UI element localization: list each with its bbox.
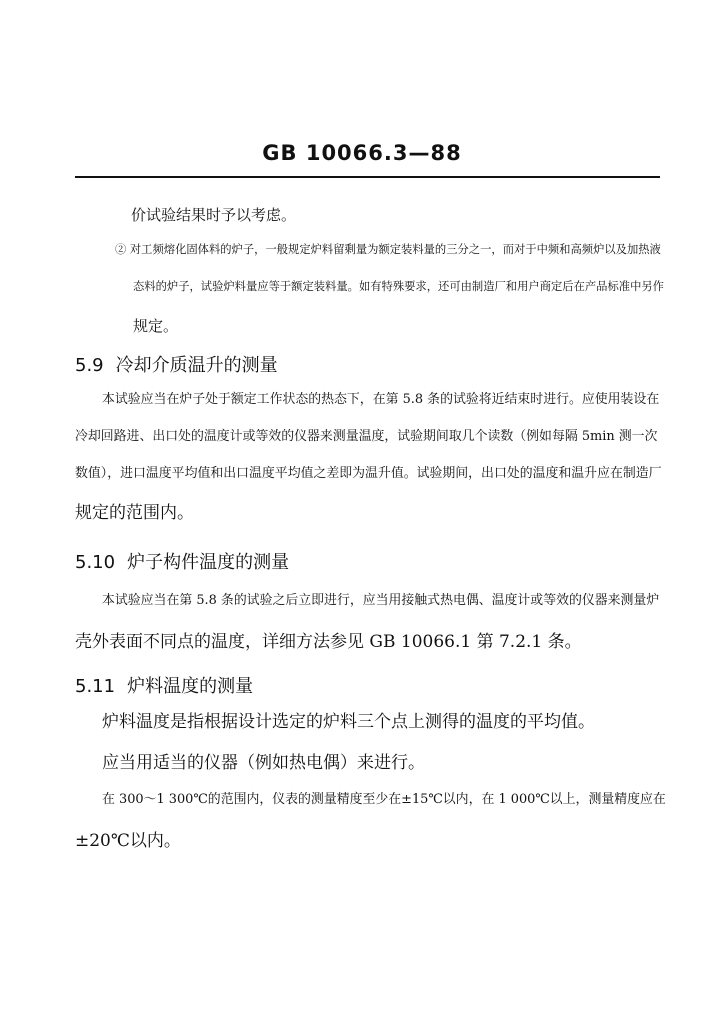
section-heading [75, 355, 278, 377]
paragraph-line: 在 300～1 300℃的范围内，仪表的测量精度至少在±15℃以内，在 1 000℃以上，测量精度应在 [102, 792, 666, 807]
section-number: 5.11 [75, 676, 116, 697]
paragraph-line: 炉料温度是指根据设计选定的炉料三个点上测得的温度的平均值。 [102, 712, 595, 732]
paragraph-line: 本试验应当在第 5.8 条的试验之后立即进行，应当用接触式热电偶、温度计或等效的仪器来测量炉 [102, 593, 660, 608]
note-item-2-line: 态料的炉子，试验炉料量应等于额定装料量。如有特殊要求，还可由制造厂和用户商定后在产品标准中另作 [133, 280, 664, 293]
note-item-2-line: 规定。 [133, 317, 179, 335]
section-heading [75, 552, 289, 574]
section-number: 5.9 [75, 355, 104, 376]
paragraph-line: ±20℃以内。 [75, 831, 181, 851]
section-heading [75, 676, 253, 698]
paragraph-line: 壳外表面不同点的温度，详细方法参见 GB 10066.1 第 7.2.1 条。 [75, 632, 582, 652]
paragraph-line: 冷却回路进、出口处的温度计或等效的仪器来测量温度，试验期间取几个读数（例如每隔 5min 测一次 [75, 429, 658, 444]
paragraph-line: 规定的范围内。 [75, 503, 194, 523]
header-rule [75, 176, 660, 178]
standard-code-header: GB 10066.3—88 [262, 141, 462, 165]
section-title: 炉子构件温度的测量 [127, 552, 290, 573]
paragraph-line: 本试验应当在炉子处于额定工作状态的热态下，在第 5.8 条的试验将近结束时进行。应使用装设在 [102, 392, 660, 407]
paragraph-line: 数值），进口温度平均值和出口温度平均值之差即为温升值。试验期间，出口处的温度和温升应在制造厂 [75, 466, 662, 481]
note-continuation: 价试验结果时予以考虑。 [131, 206, 297, 224]
paragraph-line: 应当用适当的仪器（例如热电偶）来进行。 [102, 753, 425, 773]
section-number: 5.10 [75, 552, 116, 573]
section-title: 冷却介质温升的测量 [115, 355, 278, 376]
section-title: 炉料温度的测量 [127, 676, 254, 697]
note-item-2-line: ② 对工频熔化固体料的炉子，一般规定炉料留剩量为额定装料量的三分之一，而对于中频和高频炉以及加热液 [115, 243, 661, 256]
